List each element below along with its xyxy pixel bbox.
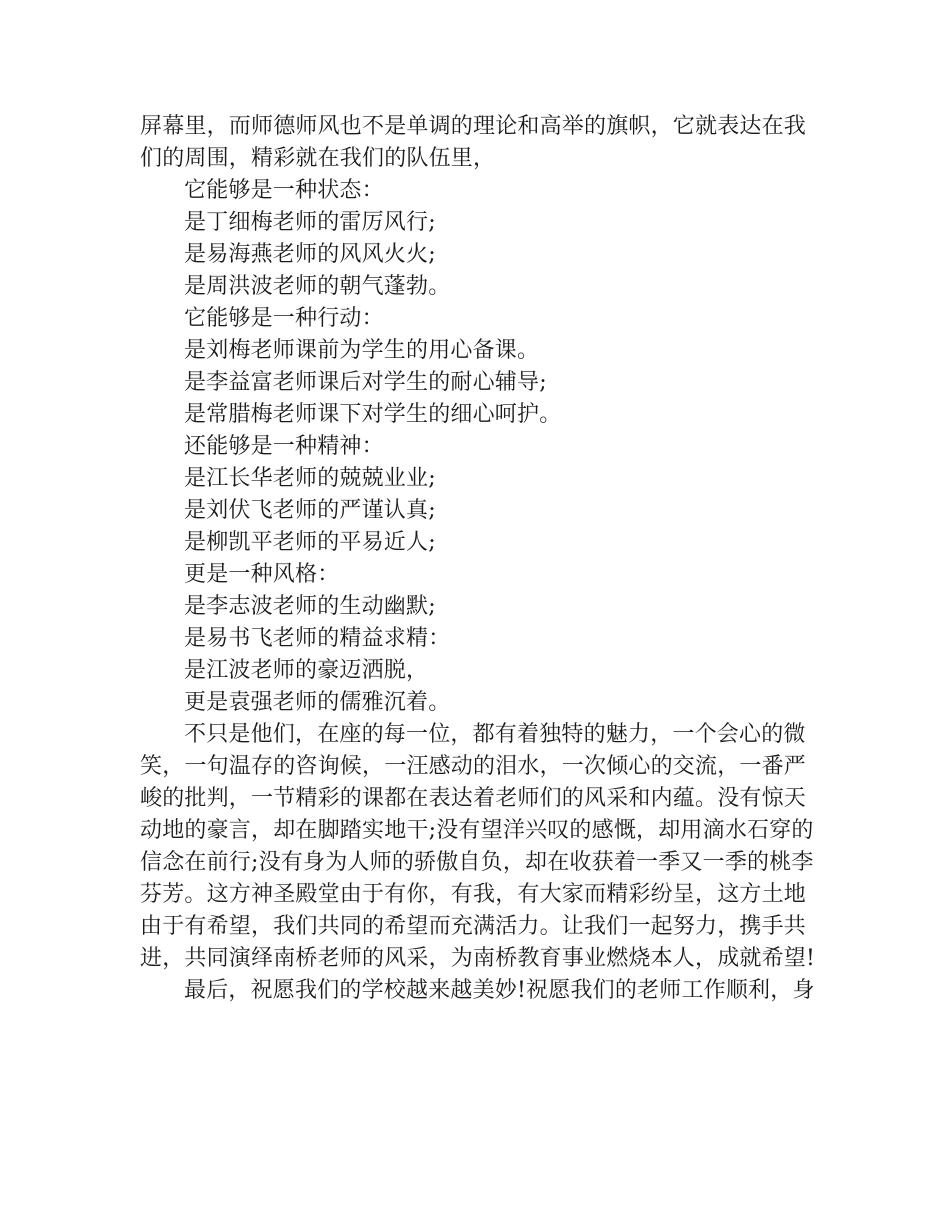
document-body <box>140 111 816 1007</box>
list-line: 是常腊梅老师课下对学生的细心呵护。 <box>184 402 562 427</box>
list-line: 是李志波老师的生动幽默; <box>184 594 436 619</box>
paragraph-line: 芬芳。这方神圣殿堂由于有你，有我，有大家而精彩纷呈，这方土地 <box>140 882 807 907</box>
list-line: 是李益富老师课后对学生的耐心辅导; <box>184 370 547 395</box>
paragraph-line: 峻的批判，一节精彩的课都在表达着老师们的风采和内蕴。没有惊天 <box>140 786 807 811</box>
list-line: 是柳凯平老师的平易近人; <box>184 530 436 555</box>
paragraph-line: 动地的豪言，却在脚踏实地干;没有望洋兴叹的感慨，却用滴水石穿的 <box>140 818 814 843</box>
list-line: 是周洪波老师的朝气蓬勃。 <box>184 274 451 299</box>
list-line-action: 它能够是一种行动： <box>184 306 384 331</box>
list-line: 是易海燕老师的风风火火; <box>184 242 436 267</box>
list-line-style: 更是一种风格： <box>184 562 340 587</box>
list-line-spirit: 还能够是一种精神： <box>184 434 384 459</box>
list-line: 更是袁强老师的儒雅沉着。 <box>184 690 451 715</box>
list-line: 是刘伏飞老师的严谨认真; <box>184 498 436 523</box>
list-line: 是易书飞老师的精益求精： <box>184 626 451 651</box>
list-line: 是丁细梅老师的雷厉风行; <box>184 210 436 235</box>
intro-line-2: 们的周围，精彩就在我们的队伍里， <box>140 146 496 171</box>
intro-line-1: 屏幕里，而师德师风也不是单调的理论和高举的旗帜，它就表达在我 <box>140 114 807 139</box>
paragraph-line: 由于有希望，我们共同的希望而充满活力。让我们一起努力，携手共 <box>140 914 807 939</box>
list-line: 是江波老师的豪迈洒脱， <box>184 658 429 683</box>
paragraph-line: 笑，一句温存的咨询候，一汪感动的泪水，一次倾心的交流，一番严 <box>140 754 807 779</box>
list-line: 是刘梅老师课前为学生的用心备课。 <box>184 338 540 363</box>
paragraph-line: 信念在前行;没有身为人师的骄傲自负，却在收获着一季又一季的桃李 <box>140 850 814 875</box>
list-line-state: 它能够是一种状态： <box>184 178 384 203</box>
list-line: 是江长华老师的兢兢业业; <box>184 466 436 491</box>
paragraph-line: 进，共同演绎南桥老师的风采，为南桥教育事业燃烧本人，成就希望! <box>140 946 816 971</box>
paragraph-line-1: 不只是他们，在座的每一位，都有着独特的魅力，一个会心的微 <box>184 722 806 747</box>
final-line: 最后，祝愿我们的学校越来越美妙!祝愿我们的老师工作顺利，身 <box>184 978 815 1003</box>
